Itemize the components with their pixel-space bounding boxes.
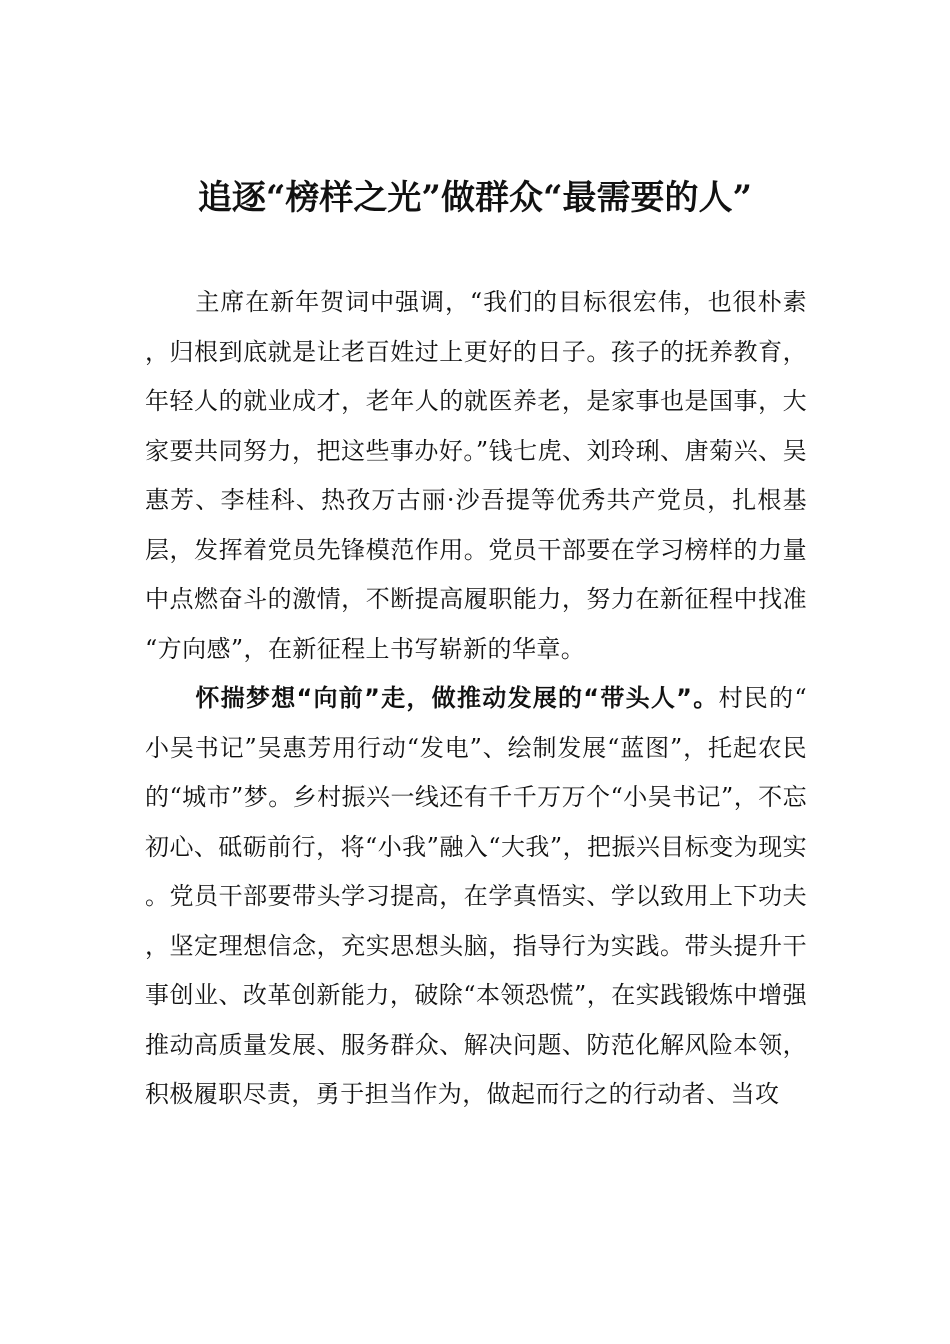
paragraph-intro xyxy=(145,278,807,674)
paragraph-section-one-heading: 怀揣梦想“向前”走，做推动发展的“带头人”。 xyxy=(195,684,719,712)
document-body xyxy=(145,278,807,1120)
paragraph-section-one-text: 村民的“小吴书记”吴惠芳用行动“发电”、绘制发展“蓝图”，托起农民的“城市”梦。乡村振兴一线还有千千万万个“小吴书记”，不忘初心、砥砺前行，将“小我”融入“大我”，把振兴目标变为现实。党员干部要带头学习提高，在学真悟实、学以致用上下功夫，坚定理想信念，充实思想头脑，指导行为实践。带头提升干事创业、改革创新能力，破除“本领恐慌”，在实践锻炼中增强推动高质量发展、服务群众、解决问题、防范化解风险本领，积极履职尽责，勇于担当作为，做起而行之的行动者、当攻 xyxy=(145,684,807,1108)
document-title: 追逐“榜样之光”做群众“最需要的人” xyxy=(197,178,753,218)
paragraph-section-one xyxy=(145,674,807,1120)
paragraph-intro-text: 主席在新年贺词中强调，“我们的目标很宏伟，也很朴素，归根到底就是让老百姓过上更好的日子。孩子的抚养教育，年轻人的就业成才，老年人的就医养老，是家事也是国事，大家要共同努力，把这些事办好。”钱七虎、刘玲琍、唐菊兴、吴惠芳、李桂科、热孜万古丽·沙吾提等优秀共产党员，扎根基层，发挥着党员先锋模范作用。党员干部要在学习榜样的力量中点燃奋斗的激情，不断提高履职能力，努力在新征程中找准“方向感”，在新征程上书写崭新的华章。 xyxy=(145,288,807,663)
